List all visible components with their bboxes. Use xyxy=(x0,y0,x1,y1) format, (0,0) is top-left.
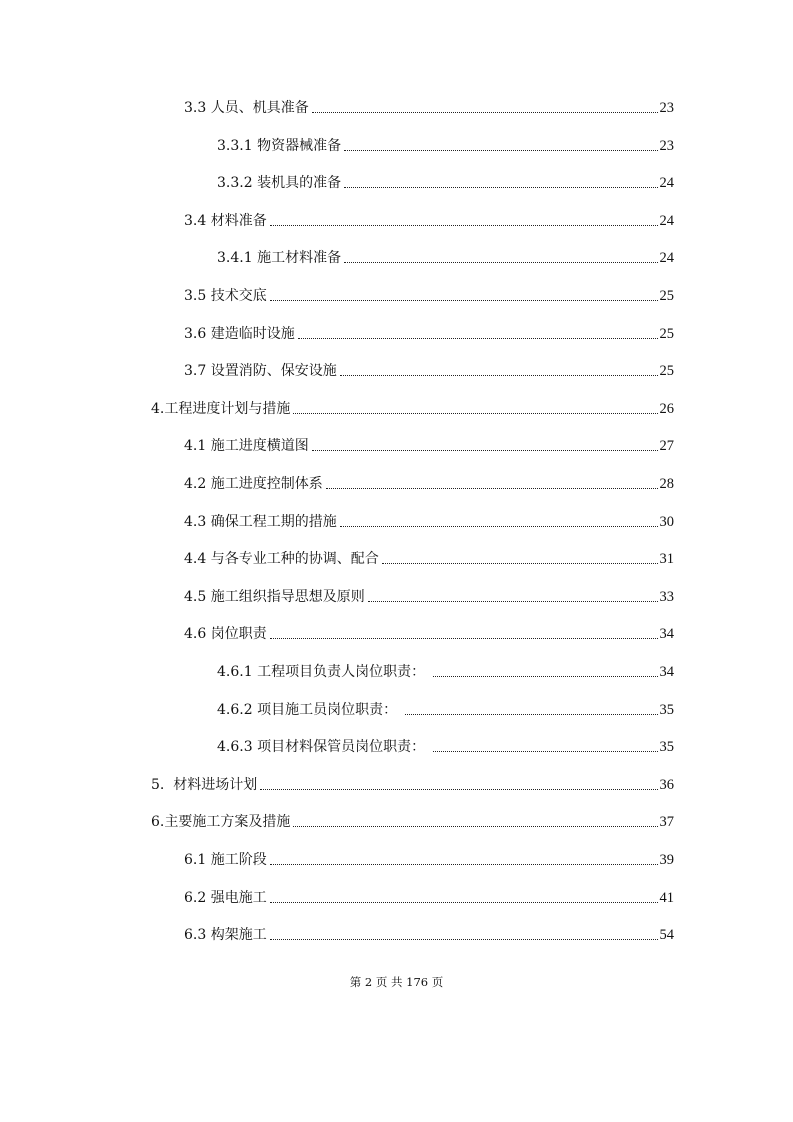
dot-leader xyxy=(260,789,657,790)
toc-entry-page: 25 xyxy=(659,363,674,380)
toc-entry[interactable] xyxy=(151,812,674,832)
toc-entry-title: 4.工程进度计划与措施 xyxy=(151,400,291,417)
toc-entry-page: 30 xyxy=(659,513,674,530)
page-footer: 第 2 页 共 176 页 xyxy=(349,975,444,989)
toc-entry-title: 3.3.1 物资器械准备 xyxy=(217,137,342,154)
toc-entry-page: 24 xyxy=(659,175,674,192)
toc-entry-page: 35 xyxy=(659,739,674,756)
toc-entry-page: 39 xyxy=(659,852,674,868)
toc-entry-page: 36 xyxy=(659,776,674,793)
toc-entry-page: 34 xyxy=(659,664,674,680)
dot-leader xyxy=(270,939,658,940)
toc-entry[interactable] xyxy=(217,136,674,156)
toc-entry-title: 4.6 岗位职责 xyxy=(184,626,267,643)
toc-entry[interactable] xyxy=(184,211,674,231)
toc-entry-title: 4.1 施工进度横道图 xyxy=(184,438,309,455)
toc-entry-title: 4.6.2 项目施工员岗位职责： xyxy=(217,701,402,718)
dot-leader xyxy=(270,300,658,301)
dot-leader xyxy=(344,262,657,263)
dot-leader xyxy=(270,864,658,865)
toc-entry-page: 41 xyxy=(659,889,674,906)
toc-entry[interactable] xyxy=(184,512,674,532)
toc-entry[interactable] xyxy=(151,775,674,795)
toc-entry-page: 25 xyxy=(659,288,674,304)
dot-leader xyxy=(312,450,658,451)
toc-entry-title: 6.1 施工阶段 xyxy=(184,852,267,868)
dot-leader xyxy=(312,112,658,113)
toc-entry-page: 35 xyxy=(659,701,674,718)
toc-entry-title: 4.6.1 工程项目负责人岗位职责： xyxy=(217,664,430,680)
toc-entry[interactable] xyxy=(184,436,674,456)
dot-leader xyxy=(344,187,657,188)
toc-entry-page: 26 xyxy=(659,400,674,417)
dot-leader xyxy=(270,638,658,639)
toc-entry-title: 6.3 构架施工 xyxy=(184,927,267,944)
toc-entry-page: 33 xyxy=(659,588,674,605)
toc-entry[interactable] xyxy=(184,98,674,118)
toc-entry-page: 23 xyxy=(659,137,674,154)
toc-entry-title: 3.5 技术交底 xyxy=(184,288,267,304)
toc-entry[interactable] xyxy=(217,700,674,720)
dot-leader xyxy=(340,375,658,376)
toc-entry-page: 37 xyxy=(659,814,674,831)
dot-leader xyxy=(433,676,658,677)
dot-leader xyxy=(293,413,657,414)
toc-entry-title: 3.4.1 施工材料准备 xyxy=(217,250,342,267)
toc-entry[interactable] xyxy=(184,474,674,494)
toc-entry[interactable] xyxy=(184,925,674,945)
dot-leader xyxy=(433,751,658,752)
toc-entry[interactable] xyxy=(184,361,674,381)
toc-entry-page: 54 xyxy=(659,927,674,944)
toc-entry[interactable] xyxy=(184,624,674,644)
toc-entry-page: 28 xyxy=(659,476,674,492)
toc-entry-title: 4.2 施工进度控制体系 xyxy=(184,476,323,492)
dot-leader xyxy=(382,563,658,564)
dot-leader xyxy=(326,488,658,489)
toc-entry-page: 25 xyxy=(659,325,674,342)
toc-entry[interactable] xyxy=(217,248,674,268)
toc-entry-title: 5. 材料进场计划 xyxy=(151,776,258,793)
dot-leader xyxy=(405,714,658,715)
toc-entry-page: 34 xyxy=(659,626,674,643)
toc-entry-title: 4.5 施工组织指导思想及原则 xyxy=(184,588,365,605)
toc-entry-page: 23 xyxy=(659,100,674,116)
toc-entry-page: 24 xyxy=(659,212,674,229)
toc-entry-title: 6.主要施工方案及措施 xyxy=(151,814,291,831)
dot-leader xyxy=(270,902,658,903)
toc-entry-title: 4.3 确保工程工期的措施 xyxy=(184,513,337,530)
toc-entry-title: 3.3.2 装机具的准备 xyxy=(217,175,342,192)
toc-entry-page: 31 xyxy=(659,551,674,568)
dot-leader xyxy=(270,225,658,226)
toc-entry-title: 6.2 强电施工 xyxy=(184,889,267,906)
toc-entry[interactable] xyxy=(184,549,674,569)
toc-entry[interactable] xyxy=(184,850,674,870)
toc-entry-page: 27 xyxy=(659,438,674,455)
toc-entry[interactable] xyxy=(217,662,674,682)
toc-entry-title: 3.6 建造临时设施 xyxy=(184,325,295,342)
dot-leader xyxy=(344,150,657,151)
toc-entry-title: 3.3 人员、机具准备 xyxy=(184,100,309,116)
dot-leader xyxy=(340,526,658,527)
dot-leader xyxy=(298,338,658,339)
toc-entry[interactable] xyxy=(184,324,674,344)
toc-entry-title: 3.7 设置消防、保安设施 xyxy=(184,363,337,380)
dot-leader xyxy=(368,601,658,602)
toc-entry[interactable] xyxy=(184,286,674,306)
toc-entry[interactable] xyxy=(184,587,674,607)
toc-entry-title: 4.4 与各专业工种的协调、配合 xyxy=(184,551,379,568)
toc-entry[interactable] xyxy=(151,399,674,419)
toc-entry[interactable] xyxy=(217,173,674,193)
toc-entry-title: 3.4 材料准备 xyxy=(184,212,267,229)
dot-leader xyxy=(293,826,657,827)
toc-entry-page: 24 xyxy=(659,250,674,267)
toc-entry-title: 4.6.3 项目材料保管员岗位职责： xyxy=(217,739,430,756)
toc-entry[interactable] xyxy=(217,737,674,757)
toc-entry[interactable] xyxy=(184,888,674,908)
